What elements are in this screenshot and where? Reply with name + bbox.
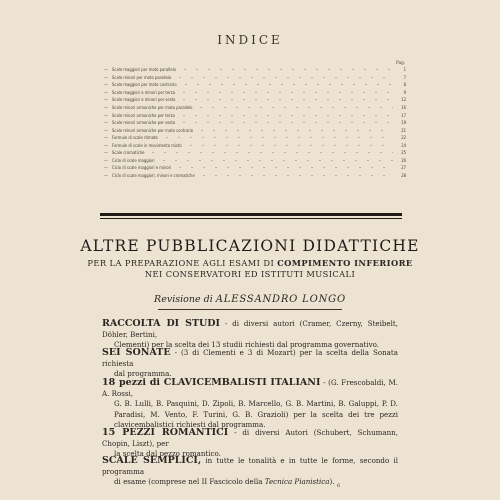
toc-row: — Scale maggiori e minori per terza 9 xyxy=(104,89,406,95)
toc-row: — Ciclo di scale maggiori 26 xyxy=(104,157,406,163)
toc-row: — Scale maggiori e minori per sesta 12 xyxy=(104,97,406,103)
publication-name: SEI SONATE xyxy=(102,347,171,358)
toc-row: — Scale minori armoniche per terza 17 xyxy=(104,112,406,118)
toc-row: — Scale cromatiche 25 xyxy=(104,150,406,156)
index-title: INDICE xyxy=(217,33,283,47)
publication-entry: RACCOLTA DI STUDI - di diversi autori (Cramer, Czerny, Steibelt, Döhler, Bertini, Clementi) per la scelta dei 13 studii richiesti dal programma governativo. xyxy=(102,318,398,350)
revision-credit: Revisione di ALESSANDRO LONGO xyxy=(154,294,346,305)
table-of-contents xyxy=(104,66,406,179)
publication-name: SCALE SEMPLICI, xyxy=(102,455,202,466)
toc-row: — Formule di scale in movimento misto 24 xyxy=(104,142,406,148)
toc-row: — Scale minori armoniche per moto contrario 21 xyxy=(104,127,406,133)
publication-entry: 15 PEZZI ROMANTICI - di diversi Autori (Schubert, Schumann, Chopin, Liszt), per la scelta dal pezzo romantico. xyxy=(102,427,398,459)
toc-row: — Scale minori armoniche per sesta 19 xyxy=(104,120,406,126)
section-divider-thick xyxy=(100,213,402,216)
publications-subtitle-line2: NEI CONSERVATORI ED ISTITUTI MUSICALI xyxy=(144,269,356,279)
toc-row: — Formule di scale ritmate 22 xyxy=(104,135,406,141)
revision-underline xyxy=(158,309,342,310)
toc-row: — Scale maggiori per moto contrario 8 xyxy=(104,82,406,88)
publication-name: RACCOLTA DI STUDI xyxy=(102,318,220,329)
publication-entry: 18 pezzi di CLAVICEMBALISTI ITALIANI - (G. Frescobaldi, M. A. Rossi, G. B. Lulli, B. Pasquini, D. Zipoli, B. Marcello, G. B. Martini, B. Galuppi, P. D. Paradisi, M. Vento, F. Turini, G. B. Grazioli) per la scelta dei tre pezzi clavicembalistici richiesti dal programma. xyxy=(102,377,398,430)
publications-subtitle: PER LA PREPARAZIONE AGLI ESAMI DI COMPIMENTO INFERIORE xyxy=(87,258,413,268)
toc-row: — Scale maggiori per moto parallelo 1 xyxy=(104,67,406,73)
publication-entry: SCALE SEMPLICI, in tutte le tonalità e in tutte le forme, secondo il programma di esame (comprese nel II Fascicolo della Tecnica Pianistica). xyxy=(102,455,398,487)
section-divider-thin xyxy=(100,218,402,219)
publication-name: 15 PEZZI ROMANTICI xyxy=(102,427,229,438)
toc-row: — Ciclo di scale maggiori, minori e cromatiche 28 xyxy=(104,172,406,178)
page-column-label: Pag. xyxy=(396,60,406,65)
toc-row: — Scale minori per moto parallelo 7 xyxy=(104,74,406,80)
publication-entry: SEI SONATE - (3 di Clementi e 3 di Mozart) per la scelta della Sonata richiesta dal programma. xyxy=(102,347,398,379)
publications-title: ALTRE PUBBLICAZIONI DIDATTICHE xyxy=(80,237,420,255)
publication-name: 18 pezzi di CLAVICEMBALISTI ITALIANI xyxy=(102,377,321,388)
page-number: 6 xyxy=(337,483,341,489)
toc-row: — Ciclo di scale maggiori e minori 27 xyxy=(104,165,406,171)
toc-row: — Scale minori armoniche per moto parallelo 16 xyxy=(104,105,406,110)
